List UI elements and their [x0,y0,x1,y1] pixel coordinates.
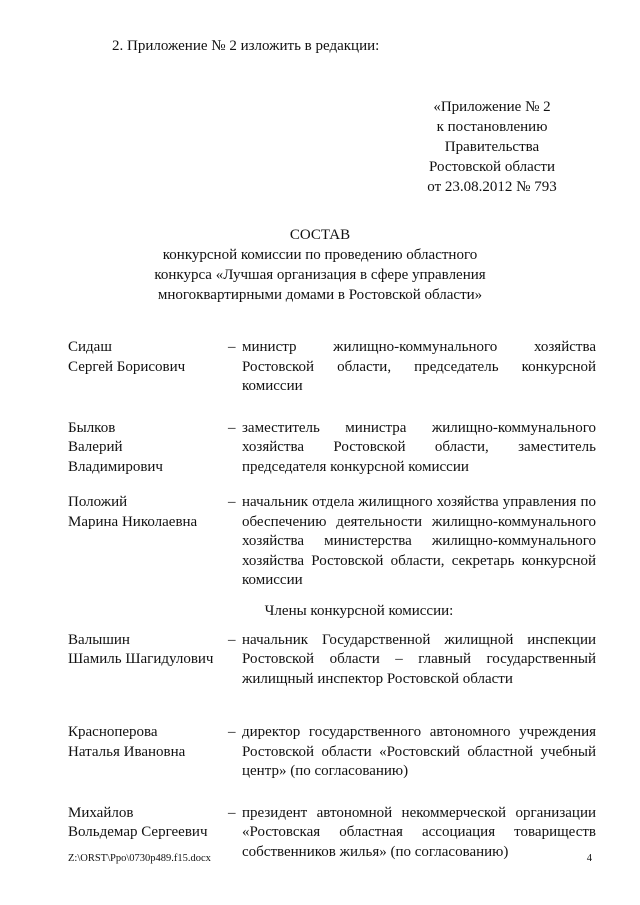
member-dash: – [228,724,236,740]
intro-paragraph: 2. Приложение № 2 изложить в редакции: [112,38,380,54]
member-entry [68,493,596,591]
member-given-name: Сергей Борисович [68,358,186,375]
appendix-line: «Приложение № 2 [433,99,551,115]
member-surname: Валышин [68,631,130,648]
member-given-name: Вольдемар Сергеевич [68,824,208,840]
appendix-header [392,97,592,197]
title-main: СОСТАВ [289,227,351,243]
member-position: президент автономной некоммерческой организации «Ростовская областная ассоциация товариществ собственников жилья» (по согласованию) [242,804,596,860]
member-position: министр жилищно-коммунального хозяйства Ростовской области, председатель конкурсной комиссии [242,339,596,394]
member-surname: Михайлов [68,804,134,821]
appendix-line: Правительства [444,139,540,155]
member-position: начальник отдела жилищного хозяйства управления по обеспечению деятельности жилищно-коммунального хозяйства министерства жилищно-коммунального хозяйства Ростовской области, секретарь конкурсной комиссии [242,494,596,588]
footer-file-path: Z:\ORST\Ppo\0730p489.f15.docx [68,853,211,864]
member-position: директор государственного автономного учреждения Ростовской области «Ростовский областной учебный центр» (по согласованию) [242,724,596,779]
member-name [68,493,228,532]
member-entry [68,419,596,478]
member-surname: Былков [68,419,116,436]
section-label: Члены конкурсной комиссии: [264,602,454,619]
page-number: 4 [586,853,592,864]
member-given-name: Марина Николаевна [68,513,198,530]
title-subtitle-line: конкурсной комиссии по проведению областного [162,247,478,263]
member-entry [68,338,596,397]
member-name [68,631,228,670]
member-dash: – [228,419,236,436]
member-entry [68,723,596,782]
appendix-line: к постановлению [436,119,548,135]
member-name [68,338,228,377]
member-position: заместитель министра жилищно-коммунального хозяйства Ростовской области, заместитель председателя конкурсной комиссии [242,419,596,475]
member-surname: Положий [68,494,128,510]
member-dash: – [228,339,236,355]
member-dash: – [228,804,236,821]
member-position: начальник Государственной жилищной инспекции Ростовской области – главный государственный жилищный инспектор Ростовской области [242,631,596,687]
member-name [68,804,228,843]
member-name [68,723,228,762]
member-dash: – [228,494,236,510]
commission-list [68,338,596,862]
member-patronymic: Владимирович [68,458,163,475]
appendix-line: от 23.08.2012 № 793 [427,179,557,195]
document-title [150,225,490,305]
member-entry [68,631,596,690]
member-dash: – [228,631,236,648]
member-name [68,419,228,478]
member-given-name: Шамиль Шагидулович [68,651,214,667]
appendix-line: Ростовской области [429,159,555,175]
title-subtitle-line: конкурса «Лучшая организация в сфере управления [154,267,486,283]
member-surname: Сидаш [68,339,112,355]
member-surname: Красноперова [68,724,158,740]
title-subtitle-line: многоквартирными домами в Ростовской области» [157,287,483,303]
member-given-name: Наталья Ивановна [68,743,186,760]
member-given-name: Валерий [68,439,123,455]
